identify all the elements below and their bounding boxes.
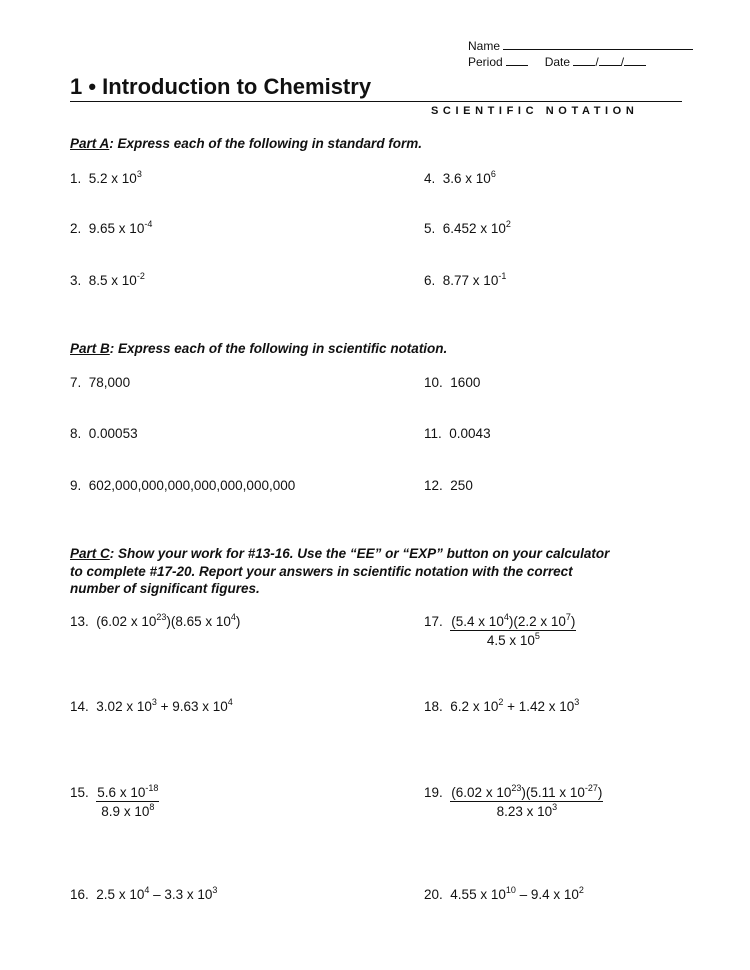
question-exponent: -1 (498, 271, 507, 281)
numerator-exponent-b: -27 (584, 783, 598, 793)
part-c-label: Part C (70, 546, 110, 561)
question-exponent: -4 (144, 219, 153, 229)
fraction-numerator (450, 614, 576, 631)
part-b-label: Part B (70, 341, 110, 356)
denominator-term: 8.9 x 10 (101, 804, 150, 819)
question-value: 1600 (450, 375, 481, 390)
question-number: 16. (70, 887, 89, 902)
numerator-term-b: )(2.2 x 10 (508, 614, 566, 629)
question-exponent: 2 (505, 219, 511, 229)
date-year-blank[interactable] (624, 54, 646, 66)
question-15 (70, 785, 159, 819)
question-base: 6.452 x 10 (442, 221, 506, 236)
question-number: 7. (70, 375, 82, 390)
fraction (96, 785, 159, 819)
date-month-blank[interactable] (573, 54, 595, 66)
denominator-exponent: 5 (534, 631, 540, 641)
fraction-denominator (450, 631, 576, 648)
question-18 (424, 699, 579, 714)
numerator-exponent: -18 (145, 783, 159, 793)
name-label: Name (468, 39, 501, 53)
question-14 (70, 699, 233, 714)
numerator-exponent-a: 4 (503, 612, 509, 622)
term-c: ) (235, 614, 241, 629)
question-exponent: -2 (136, 271, 145, 281)
question-16 (70, 887, 217, 902)
question-base: 8.5 x 10 (88, 273, 137, 288)
question-number: 11. (424, 426, 442, 441)
question-17 (424, 614, 576, 648)
question-4 (424, 171, 496, 186)
question-1 (70, 171, 142, 186)
question-13 (70, 614, 240, 629)
period-label: Period (468, 55, 503, 69)
question-value: 0.0043 (449, 426, 491, 441)
numerator-term: 5.6 x 10 (97, 785, 146, 800)
question-number: 20. (424, 887, 443, 902)
question-number: 5. (424, 221, 436, 236)
term-b: + 9.63 x 10 (156, 699, 228, 714)
numerator-exponent-a: 23 (511, 783, 522, 793)
title-divider (70, 101, 682, 102)
question-number: 4. (424, 171, 436, 186)
part-a-instruction: : Express each of the following in standard form. (109, 136, 423, 151)
question-10 (424, 375, 480, 390)
question-value: 0.00053 (88, 426, 138, 441)
question-base: 3.6 x 10 (442, 171, 491, 186)
question-number: 13. (70, 614, 89, 629)
question-8 (70, 426, 138, 441)
exponent-b: 3 (212, 885, 218, 895)
question-5 (424, 221, 511, 236)
term-b: + 1.42 x 10 (503, 699, 575, 714)
denominator-term: 4.5 x 10 (486, 633, 535, 648)
fraction-numerator (450, 785, 603, 802)
part-b-instruction: : Express each of the following in scientific notation. (109, 341, 448, 356)
question-base: 5.2 x 10 (88, 171, 137, 186)
denominator-exponent: 3 (552, 802, 558, 812)
fraction (450, 785, 603, 819)
numerator-term-c: ) (597, 785, 603, 800)
question-number: 6. (424, 273, 436, 288)
term-a: 6.2 x 10 (450, 699, 499, 714)
question-number: 17. (424, 614, 443, 629)
date-slash-2: / (620, 55, 625, 69)
numerator-term-a: (5.4 x 10 (451, 614, 504, 629)
date-label: Date (544, 55, 571, 69)
exponent-a: 2 (498, 697, 504, 707)
exponent-a: 23 (156, 612, 167, 622)
question-3 (70, 273, 145, 288)
exponent-b: 3 (574, 697, 580, 707)
question-12 (424, 478, 473, 493)
part-c-heading (70, 545, 609, 598)
date-day-blank[interactable] (599, 54, 621, 66)
fraction (450, 614, 576, 648)
exponent-a: 4 (144, 885, 150, 895)
exponent-b: 4 (230, 612, 236, 622)
part-c-instruction-line3: number of significant figures. (70, 581, 260, 596)
period-date-row (468, 54, 646, 69)
part-b-heading (70, 341, 447, 356)
term-b: – 9.4 x 10 (515, 887, 579, 902)
question-number: 12. (424, 478, 443, 493)
question-number: 3. (70, 273, 82, 288)
question-2 (70, 221, 152, 236)
exponent-b: 2 (578, 885, 584, 895)
exponent-a: 10 (505, 885, 516, 895)
part-c-instruction-line2: to complete #17-20. Report your answers in scientific notation with the correct (70, 563, 573, 579)
page-title: 1 • Introduction to Chemistry (70, 74, 372, 99)
numerator-term-b: )(5.11 x 10 (521, 785, 585, 800)
exponent-b: 4 (227, 697, 233, 707)
part-c-instruction-line1: : Show your work for #13-16. Use the “EE” or “EXP” button on your calculator (109, 546, 610, 561)
numerator-exponent-b: 7 (565, 612, 571, 622)
question-base: 9.65 x 10 (88, 221, 145, 236)
question-number: 9. (70, 478, 82, 493)
question-value: 602,000,000,000,000,000,000,000 (88, 478, 296, 493)
denominator-term: 8.23 x 10 (496, 804, 553, 819)
term-a: (6.02 x 10 (96, 614, 157, 629)
fraction-denominator (96, 802, 159, 819)
fraction-denominator (450, 802, 603, 819)
date-slash-1: / (595, 55, 599, 69)
question-number: 10. (424, 375, 443, 390)
question-exponent: 3 (136, 169, 142, 179)
term-b: )(8.65 x 10 (166, 614, 231, 629)
numerator-term-a: (6.02 x 10 (451, 785, 512, 800)
question-value: 250 (450, 478, 473, 493)
question-number: 8. (70, 426, 82, 441)
name-blank[interactable] (503, 38, 693, 50)
question-number: 14. (70, 699, 89, 714)
name-field[interactable] (468, 38, 693, 53)
question-9 (70, 478, 295, 493)
term-a: 3.02 x 10 (96, 699, 152, 714)
question-exponent: 6 (490, 169, 496, 179)
period-blank[interactable] (506, 54, 528, 66)
term-a: 2.5 x 10 (96, 887, 145, 902)
part-a-heading (70, 136, 422, 151)
question-number: 19. (424, 785, 443, 800)
question-20 (424, 887, 584, 902)
exponent-a: 3 (151, 697, 157, 707)
part-a-label: Part A (70, 136, 110, 151)
term-a: 4.55 x 10 (450, 887, 506, 902)
page-subtitle: SCIENTIFIC NOTATION (431, 105, 639, 117)
question-number: 15. (70, 785, 89, 800)
question-6 (424, 273, 506, 288)
denominator-exponent: 8 (149, 802, 155, 812)
question-number: 1. (70, 171, 82, 186)
question-19 (424, 785, 603, 819)
question-7 (70, 375, 130, 390)
question-number: 18. (424, 699, 443, 714)
term-b: – 3.3 x 10 (149, 887, 213, 902)
numerator-term-c: ) (570, 614, 576, 629)
question-base: 8.77 x 10 (442, 273, 499, 288)
question-number: 2. (70, 221, 82, 236)
fraction-numerator (96, 785, 159, 802)
question-value: 78,000 (88, 375, 131, 390)
question-11 (424, 426, 491, 441)
